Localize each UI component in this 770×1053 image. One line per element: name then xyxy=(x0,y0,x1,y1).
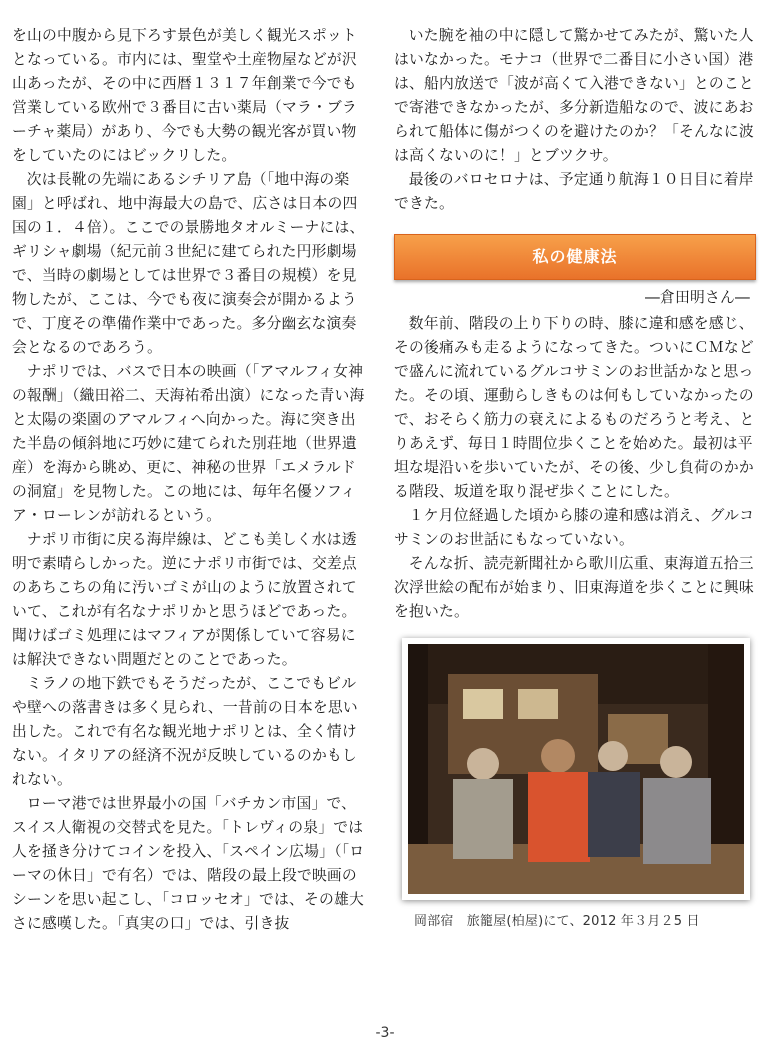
section-title: 私の健康法 xyxy=(532,247,618,266)
paragraph: ナポリでは、バスで日本の映画（「アマルフィ女神の報酬」（織田裕二、天海祐希出演）になった青い海と太陽の楽園のアマルフィへ向かった。海に突き出た半島の傾斜地に巧妙に建てられた別荘地（世界遺産）を海から眺め、更に、神秘の世界「エメラルドの洞窟」を見物した。この地には、毎年名優ソフィア・ローレンが訪れるという。 xyxy=(12,363,365,524)
paragraph: ミラノの地下鉄でもそうだったが、ここでもビルや壁への落書きは多く見られ、一昔前の日本を思い出した。これで有名な観光地ナポリとは、全く情けない。イタリアの経済不況が反映しているのかもしれない。 xyxy=(12,675,358,788)
paragraph: １ケ月位経過した頃から膝の違和感は消え、グルコサミンのお世話にもなっていない。 xyxy=(394,507,755,548)
paragraph: そんな折、読売新聞社から歌川広重、東海道五拾三次浮世絵の配布が始まり、旧東海道を歩くことに興味を抱いた。 xyxy=(394,555,754,620)
photo-caption: 岡部宿 旅籠屋(柏屋)にて、2012 年３月２5 日 xyxy=(414,914,700,929)
paragraph: いた腕を袖の中に隠して驚かせてみたが、驚いた人はいなかった。モナコ（世界で二番目に小さい国）港は、船内放送で「波が高くて入港できない」とのことで寄港できなかったが、多分新造船なので、波にあおられて船体に傷がつくのを避けたのか？「そんなに波は高くないのに！」とブツクサ。 xyxy=(394,27,754,164)
author-line: ―倉田明さん― xyxy=(645,289,750,306)
page-number: -3- xyxy=(375,1025,395,1041)
paragraph: 最後のバロセロナは、予定通り航海１０日目に着岸できた。 xyxy=(394,171,754,212)
paragraph: を山の中腹から見下ろす景色が美しく観光スポットとなっている。市内には、聖堂や土産物屋などが沢山あったが、その中に西暦１３１７年創業で今でも営業している欧州で３番目に古い薬局（マラ・ブラーチャ薬局）があり、今でも大勢の観光客が買い物をしていたのにはビックリした。 xyxy=(12,27,357,164)
left-column xyxy=(12,24,370,936)
paragraph: 次は長靴の先端にあるシチリア島（「地中海の楽園」と呼ばれ、地中海最大の島で、広さは日本の四国の１．４倍）。ここでの景勝地タオルミーナには、ギリシャ劇場（紀元前３世紀に建てられた円形劇場で、当時の劇場としては世界で３番目の規模）を見物したが、ここは、今でも夜に演奏会が開かるようで、丁度その準備作業中であった。多分幽玄な演奏会となるのであろう。 xyxy=(12,171,365,356)
paragraph: 数年前、階段の上り下りの時、膝に違和感を感じ、その後痛みも走るようになってきた。ついにＣＭなどで盛んに流れているグルコサミンのお世話かなと思った。その頃、運動らしきものは何もしていなかったので、おそらく筋力の衰えによるものだろうと考え、とりあえず、毎日１時間位歩くことを始めた。最初は平坦な堤沿いを歩いていたが、その後、少し負荷のかかる階段、坂道を取り混ぜ歩くことにした。 xyxy=(394,315,755,500)
right-column xyxy=(394,24,756,934)
paragraph: ローマ港では世界最小の国「バチカン市国」で、スイス人衛視の交替式を見た。「トレヴィの泉」では人を掻き分けてコインを投入、「スペイン広場」（「ローマの休日」で有名）では、階段の最上段で映画のシーンを思い起こし、「コロッセオ」では、その雄大さに感嘆した。「真実の口」では、引き抜 xyxy=(12,795,365,932)
section-heading xyxy=(394,234,756,280)
photo-frame xyxy=(402,638,750,900)
photo xyxy=(408,644,744,894)
paragraph: ナポリ市街に戻る海岸線は、どこも美しく水は透明で素晴らしかった。逆にナポリ市街では、交差点のあちこちの角に汚いゴミが山のように放置されていて、これが有名なナポリかと思うほどであった。聞けばゴミ処理にはマフィアが関係していて容易には解決できない問題だとのことであった。 xyxy=(12,531,357,668)
